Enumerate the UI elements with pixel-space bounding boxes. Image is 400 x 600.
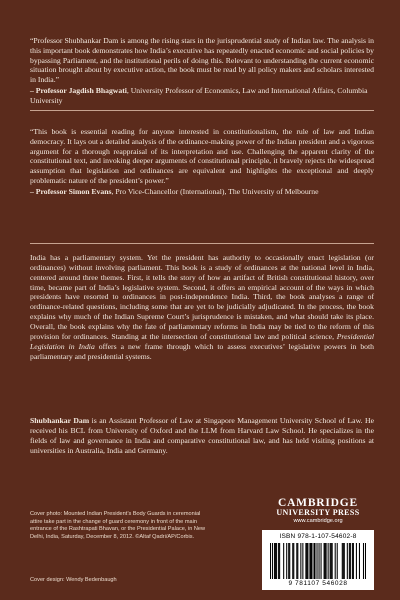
barcode-bar bbox=[331, 543, 332, 579]
description-paragraph bbox=[30, 253, 374, 361]
barcode-bar bbox=[293, 543, 294, 579]
barcode-bar bbox=[328, 543, 329, 579]
barcode-bar bbox=[352, 543, 353, 579]
divider-line bbox=[30, 110, 374, 111]
barcode-bar bbox=[342, 543, 343, 579]
barcode-bar bbox=[275, 543, 276, 579]
endorsement-quote-2 bbox=[30, 127, 374, 196]
barcode-digits: 9 781107 546028 bbox=[288, 580, 348, 587]
quote-author-name: – Professor Jagdish Bhagwati bbox=[30, 85, 127, 95]
barcode-bar bbox=[347, 543, 348, 579]
divider-line bbox=[30, 243, 374, 244]
barcode-bar bbox=[296, 543, 297, 579]
quote-attribution bbox=[30, 187, 374, 197]
barcode-bar bbox=[274, 543, 275, 579]
author-name: Shubhankar Dam bbox=[30, 416, 90, 425]
barcode-bar bbox=[311, 543, 312, 579]
barcode-bar bbox=[316, 543, 317, 579]
barcode-bar bbox=[292, 543, 293, 579]
barcode-bar bbox=[343, 543, 344, 579]
barcode-bar bbox=[309, 543, 310, 579]
barcode-bar bbox=[321, 543, 322, 579]
quote-text: “Professor Shubhankar Dam is among the rising stars in the jurisprudential study of Indian law. The analysis in this important book demonstrates how India’s executive has repeatedly enacted economic and social policies by bypassing Parliament, and the institutional perils of doing this. Relevant to understanding the current economic situation brought about by executive action, the book must be read by all policy makers and scholars interested in India.” bbox=[30, 36, 374, 85]
barcode-bar bbox=[356, 543, 357, 579]
barcode-bar bbox=[324, 543, 325, 579]
quote-author-role: , Pro Vice-Chancellor (International), The University of Melbourne bbox=[111, 186, 319, 196]
barcode-bar bbox=[272, 543, 273, 579]
barcode-bar bbox=[314, 543, 315, 579]
barcode-bar bbox=[353, 543, 354, 579]
publisher-url: www.cambridge.org bbox=[293, 518, 343, 524]
barcode-bar bbox=[349, 543, 350, 579]
barcode-bar bbox=[276, 543, 277, 579]
barcode-bar bbox=[300, 543, 301, 579]
barcode-bar bbox=[278, 543, 279, 579]
publisher-name-line1: CAMBRIDGE bbox=[277, 497, 359, 509]
author-bio bbox=[30, 416, 374, 455]
barcode-bar bbox=[313, 543, 314, 579]
barcode-panel bbox=[262, 530, 374, 590]
barcode-bar bbox=[359, 543, 360, 579]
barcode-bar bbox=[307, 543, 308, 579]
barcode-bar bbox=[330, 543, 331, 579]
barcode-bar bbox=[306, 543, 307, 579]
barcode-bar bbox=[289, 543, 290, 579]
quote-author-name: – Professor Simon Evans bbox=[30, 186, 112, 196]
barcode-bar bbox=[286, 543, 287, 579]
barcode-bar bbox=[325, 543, 326, 579]
book-description bbox=[30, 253, 374, 361]
quote-attribution bbox=[30, 86, 374, 106]
publisher-name-line2: UNIVERSITY PRESS bbox=[276, 508, 360, 517]
barcode-bar bbox=[350, 543, 351, 579]
barcode-bar bbox=[270, 543, 271, 579]
book-title-italic: Presidential Legislation in India bbox=[30, 331, 374, 351]
barcode-bar bbox=[288, 543, 289, 579]
barcode-bar bbox=[279, 543, 280, 579]
description-text-end: offers a new frame through which to assess executives’ legislative powers in both parliamentary and presidential systems. bbox=[30, 341, 374, 361]
quote-author-role: , University Professor of Economics, Law and International Affairs, Columbia University bbox=[30, 85, 368, 105]
barcode-bar bbox=[344, 543, 345, 579]
barcode-bar bbox=[332, 543, 333, 579]
isbn-label: ISBN 978-1-107-54602-8 bbox=[279, 533, 357, 540]
barcode-bar bbox=[305, 543, 306, 579]
barcode-bar bbox=[363, 543, 364, 579]
barcode-bar bbox=[297, 543, 298, 579]
barcode-bar bbox=[337, 543, 338, 579]
barcode-bar bbox=[365, 543, 366, 579]
barcode-image bbox=[270, 543, 366, 579]
quote-text: “This book is essential reading for anyone interested in constitutionalism, the rule of law and Indian democracy. It lays out a detailed analysis of the ordinance-making power of the Indian president and a vigorous argument for a thorough reappraisal of its interpretation and use. Challenging the apparent clarity of the constitutional text, and invoking deeper arguments of constitutional principle, it bravely rejects the widespread assumption that legislation and ordinances are equivalent and highlights the exceptional and deeply problematic nature of the president’s power.” bbox=[30, 127, 374, 185]
barcode-bar bbox=[335, 543, 336, 579]
cover-design-credit: Cover design: Wendy Bedenbaugh bbox=[30, 577, 117, 583]
barcode-bar bbox=[310, 543, 311, 579]
barcode-bar bbox=[283, 543, 284, 579]
barcode-bar bbox=[302, 543, 303, 579]
barcode-bar bbox=[319, 543, 320, 579]
barcode-bar bbox=[326, 543, 327, 579]
cover-photo-credit: Cover photo: Mounted Indian President’s Body Guards in ceremonial attire take part in the change of guard ceremony in front of the main entrance of the Rashtrapati Bhavan, or the Presidential Palace, in New Delhi, India, Saturday, December 8, 2012. ©Altaf Qadri/AP/Corbis. bbox=[30, 511, 206, 540]
publisher-logo bbox=[262, 497, 374, 524]
description-text: India has a parliamentary system. Yet the president has authority to occasionally enact legislation (or ordinances) without involving parliament. This book is a study of ordinances at the national level in India, centered around three themes. First, it tells the story of how an artifact of British constitutional history, over time, became part of India’s legislative system. Second, it offers an empirical account of the ways in which presidents have resorted to ordinances in post-independence India. Third, the book analyses a range of ordinance-related questions, including some that are yet to be judicially adjudicated. In the process, the book explains why much of the Indian Supreme Court’s jurisprudence is mistaken, and what should take its place. Overall, the book explains why the fate of parliamentary reforms in India may be tied to the reform of this provision for ordinances. Standing at the intersection of constitutional law and political science, bbox=[30, 253, 374, 341]
endorsement-quote-1 bbox=[30, 36, 374, 105]
author-bio-text: is an Assistant Professor of Law at Singapore Management University School of Law. He received his BCL from University of Oxford and the LLM from Harvard Law School. He specializes in the fields of law and governance in India and comparative constitutional law, and has held visiting positions at universities in Australia, India and Germany. bbox=[30, 416, 374, 455]
